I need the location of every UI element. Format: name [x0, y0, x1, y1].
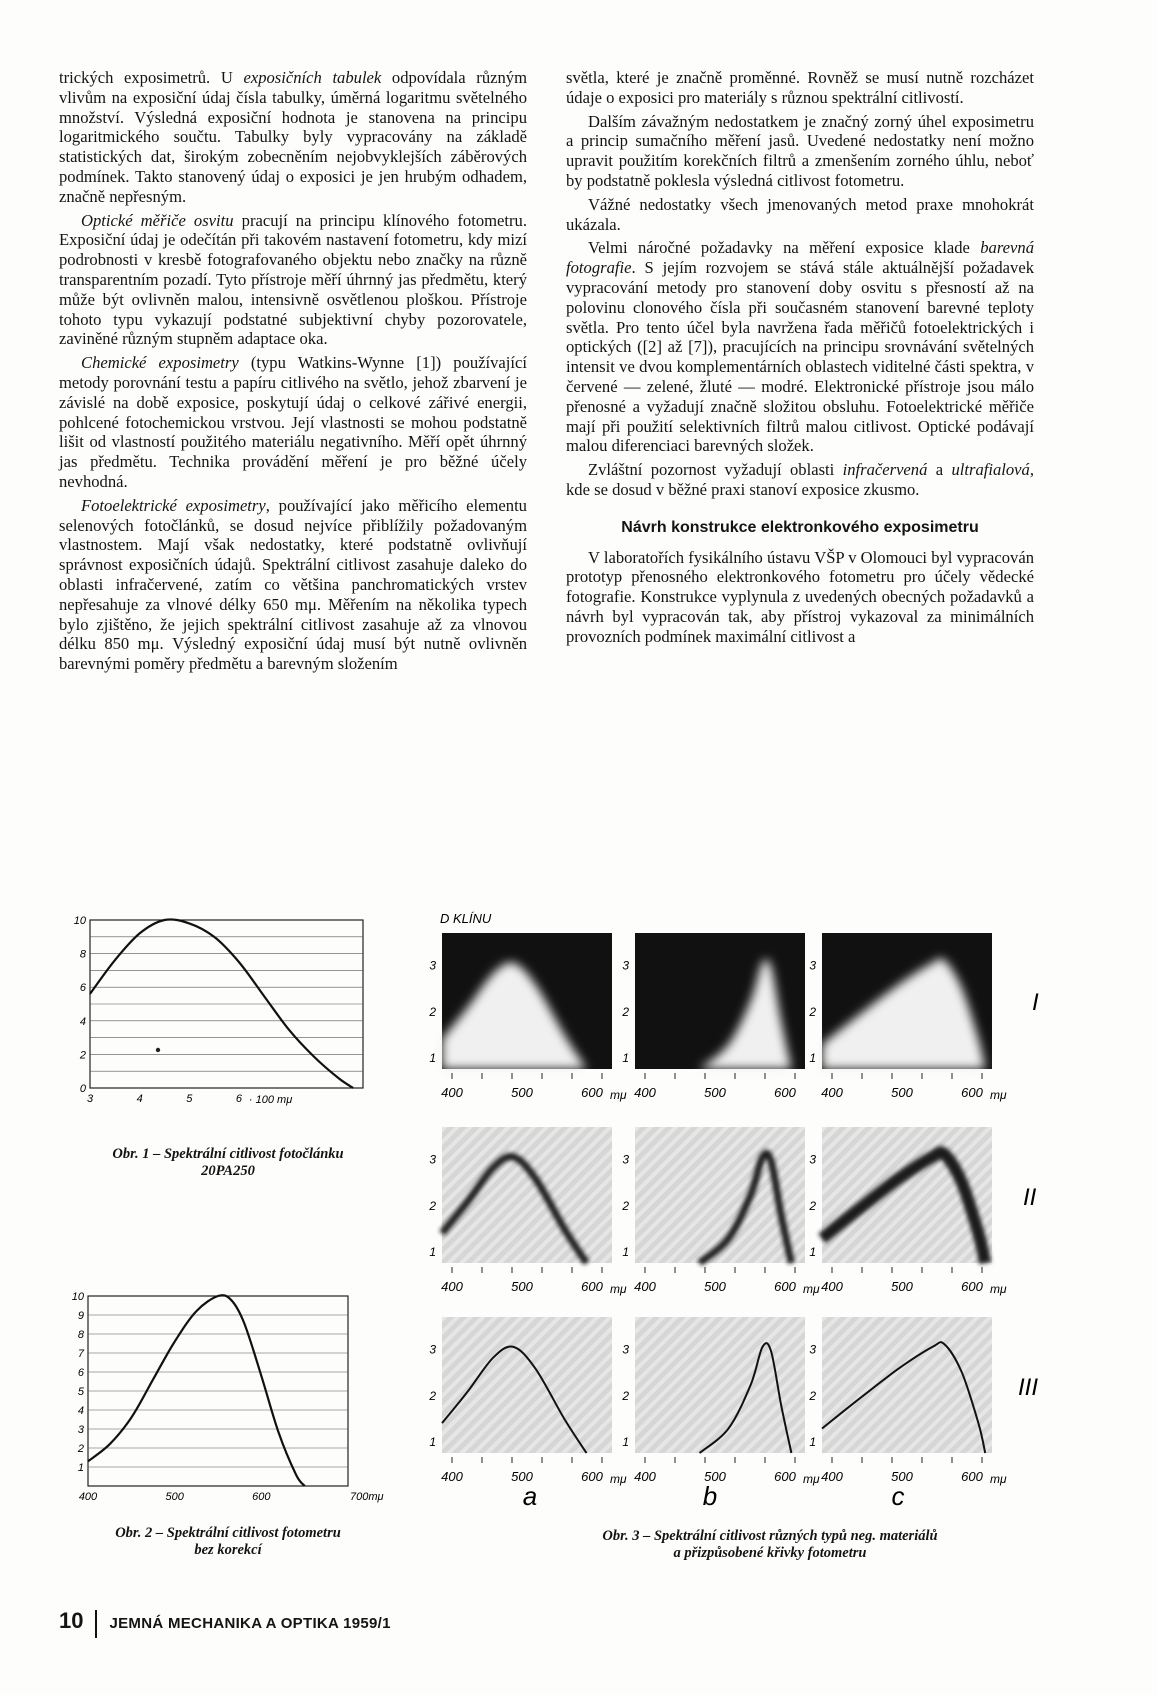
fig3-x-tick-label: 400	[634, 1085, 656, 1100]
fig3-y-tick-label: 1	[809, 1435, 816, 1450]
paragraph: světla, které je značně proměnné. Rovněž se musí nutně rozcházet údaje o exposici pro materiály s různou spektrální citlivostí.	[566, 68, 1034, 107]
fig3-x-unit: mμ	[610, 1472, 627, 1486]
fig3-x-tick-label: 400	[634, 1279, 656, 1294]
fig2-x-tick-label: 400	[78, 1491, 98, 1503]
fig3-y-tick-label: 3	[809, 958, 816, 973]
fig1-x-unit: · 100 mμ	[248, 1094, 293, 1106]
fig3-x-tick-label: 600	[581, 1279, 603, 1294]
paragraph: Fotoelektrické exposimetry, používající jako měřicího elementu selenových fotočlánků, se dosud nejvíce přiblížily požadovaným vlastnostem. Mají však nedostatky, které podstatně ovlivňují správnost exposičních údajů. Spektrální citlivost zasahuje daleko do oblasti infračervené, zatím co většina panchromatických vrstev nepřesahuje za vlnové délky 650 mμ. Měřením na několika typech bylo zjištěno, že jejich spektrální citlivost zasahuje až za vlnovou délku 850 mμ. Výsledný exposiční údaj musí být nutně ovlivněn barevnými poměry předmětu a barevným složením	[59, 495, 527, 674]
fig3-x-tick-label: 500	[891, 1085, 913, 1100]
fig3-y-tick-label: 2	[429, 1388, 436, 1403]
caption-line: bez korekcí	[194, 1542, 262, 1558]
caption-line: Obr. 3 – Spektrální citlivost různých typů neg. materiálů	[602, 1528, 938, 1544]
fig2-y-tick-label: 10	[71, 1291, 84, 1303]
page-number: 10	[59, 1608, 84, 1633]
fig2-y-tick-label: 8	[77, 1329, 84, 1341]
fig3-x-unit: mμ	[610, 1282, 627, 1296]
fig3-y-tick-label: 3	[429, 958, 436, 973]
figure-1-chart	[58, 910, 378, 1110]
fig3-x-tick-label: 500	[704, 1279, 726, 1294]
caption-line: 20PA250	[201, 1163, 255, 1179]
row-label-iii: III	[1018, 1374, 1039, 1401]
fig3-panel	[428, 933, 627, 1102]
paragraph: Optické měřiče osvitu pracují na principu klínového fotometru. Exposiční údaj je odečítán při takovém nastavení fotometru, kdy mizí podrobnosti v kresbě fotografovaného objektu nebo značky na různě transparentním pozadí. Tyto přístroje měří úhrnný jas předmětu, který může být ovlivněn malou, intensivně osvětlenou ploškou. Přístroje tohoto typu vykazují podstatné subjektivní chyby pozorovatele, zaviněné různým stupněm adaptace oka.	[59, 210, 527, 349]
fig3-y-tick-label: 3	[622, 1152, 629, 1167]
figure-3-panels	[420, 905, 1039, 1511]
fig3-axis-title: D KLÍNU	[440, 911, 492, 926]
fig3-y-tick-label: 1	[622, 1051, 629, 1066]
fig2-y-tick-label: 2	[77, 1443, 84, 1455]
fig3-y-tick-label: 2	[622, 1004, 629, 1019]
section-heading: Návrh konstrukce elektronkového exposimetru	[621, 518, 979, 536]
fig3-y-tick-label: 2	[809, 1004, 816, 1019]
fig2-y-tick-label: 9	[77, 1310, 84, 1322]
fig1-x-tick-label: 5	[186, 1093, 193, 1105]
fig1-x-tick-label: 3	[86, 1093, 94, 1105]
fig2-y-tick-label: 5	[77, 1386, 84, 1398]
paragraph: Dalším závažným nedostatkem je značný zorný úhel exposimetru a princip sumačního měření jasů. Uvedené nedostatky není možno upravit použitím korekčních filtrů a zmenšením zorného úhlu, neboť by podstatně poklesla výsledná citlivost fotometru.	[566, 111, 1034, 190]
fig3-y-tick-label: 1	[429, 1435, 436, 1450]
footer-divider	[95, 1610, 97, 1638]
fig3-y-tick-label: 3	[809, 1152, 816, 1167]
fig3-x-unit: mμ	[803, 1282, 820, 1296]
fig3-x-tick-label: 600	[774, 1469, 796, 1484]
fig3-y-tick-label: 1	[809, 1051, 816, 1066]
caption-line: a přizpůsobené křivky fotometru	[673, 1545, 867, 1561]
panel-screen-background	[635, 1317, 805, 1453]
fig1-y-tick-label: 4	[79, 1015, 86, 1028]
fig1-y-tick-label: 2	[79, 1049, 86, 1062]
row-label-ii: II	[1023, 1184, 1037, 1211]
paragraph: Chemické exposimetry (typu Watkins-Wynne [1]) používající metody porovnání testu a papíru citlivého na světlo, jehož zbarvení je závislé na době exposice, poskytují údaj o celkové zářivé energii, pohlcené fotochemickou vrstvou. Její vlastnosti se mohou podstatně lišit od vlastností použitého materiálu negativního. Měří opět úhrnný jas předmětu. Technika provádění měření je pro běžné účely nevhodná.	[59, 353, 527, 491]
fig3-y-tick-label: 2	[809, 1388, 816, 1403]
paragraph: Vážné nedostatky všech jmenovaných metod praxe mnohokrát ukázala.	[566, 194, 1034, 234]
figure-1-caption	[58, 1146, 398, 1180]
fig3-x-tick-label: 500	[891, 1469, 913, 1484]
caption-line: Obr. 1 – Spektrální citlivost fotočlánku	[112, 1146, 344, 1162]
fig3-panel	[621, 1127, 820, 1296]
fig2-y-tick-label: 4	[77, 1405, 84, 1417]
right-text-column	[566, 68, 1034, 647]
fig3-x-tick-label: 500	[704, 1085, 726, 1100]
fig2-y-tick-label: 6	[77, 1367, 84, 1379]
left-text-column	[59, 68, 527, 674]
row-label-i: I	[1032, 989, 1039, 1016]
fig3-y-tick-label: 1	[429, 1245, 436, 1260]
fig3-x-tick-label: 400	[821, 1469, 843, 1484]
fig3-x-tick-label: 400	[441, 1279, 463, 1294]
fig3-x-unit: mμ	[990, 1088, 1007, 1102]
fig1-x-tick-label: 6	[235, 1093, 242, 1105]
fig3-x-tick-label: 600	[961, 1279, 983, 1294]
fig3-x-tick-label: 500	[511, 1085, 533, 1100]
fig3-y-tick-label: 3	[429, 1152, 436, 1167]
fig1-y-tick-label: 6	[79, 982, 86, 995]
fig3-panel	[621, 1317, 820, 1486]
fig3-y-tick-label: 2	[429, 1004, 436, 1019]
fig1-y-tick-label: 0	[79, 1083, 86, 1095]
fig3-y-tick-label: 2	[622, 1388, 629, 1403]
fig3-x-tick-label: 400	[441, 1469, 463, 1484]
fig3-y-tick-label: 3	[809, 1342, 816, 1357]
fig3-x-tick-label: 600	[774, 1279, 796, 1294]
figure-2-caption	[58, 1525, 398, 1559]
fig3-y-tick-label: 1	[809, 1245, 816, 1260]
fig3-x-tick-label: 400	[821, 1279, 843, 1294]
fig1-dot-artifact	[156, 1048, 160, 1052]
fig3-x-tick-label: 500	[704, 1469, 726, 1484]
fig3-x-tick-label: 600	[581, 1469, 603, 1484]
column-letter: a	[522, 1481, 538, 1511]
fig3-x-tick-label: 500	[891, 1279, 913, 1294]
fig3-x-unit: mμ	[990, 1472, 1007, 1486]
paragraph: Zvláštní pozornost vyžadují oblasti infračervená a ultrafialová, kde se dosud v běžné praxi stanoví exposice zkusmo.	[566, 460, 1034, 499]
fig3-x-tick-label: 600	[961, 1085, 983, 1100]
fig2-sensitivity-curve	[88, 1295, 305, 1486]
paragraph: trických exposimetrů. U exposičních tabulek odpovídala různým vlivům na exposiční údaj čísla tabulky, úměrná logaritmu světelného množství. Výsledná exposiční hodnota je stanovena na principu logaritmického součtu. Tabulky byly vypracovány na základě statistických dat, širokým zobecněním nejobvyklejších záběrových podmínek. Takto stanovený údaj o exposici je jen hrubým odhadem, značně nepřesným.	[59, 68, 527, 206]
fig2-y-tick-label: 1	[77, 1462, 84, 1474]
fig3-y-tick-label: 2	[809, 1198, 816, 1213]
fig3-x-tick-label: 400	[634, 1469, 656, 1484]
fig3-panel	[808, 1317, 1007, 1486]
fig3-x-tick-label: 500	[511, 1279, 533, 1294]
fig3-x-tick-label: 600	[774, 1085, 796, 1100]
fig3-x-tick-label: 500	[511, 1469, 533, 1484]
fig3-x-unit: mμ	[610, 1088, 627, 1102]
fig3-y-tick-label: 3	[622, 1342, 629, 1357]
fig1-y-tick-label: 8	[79, 948, 86, 961]
fig3-x-tick-label: 600	[581, 1085, 603, 1100]
fig2-x-tick-label: 600	[252, 1491, 271, 1503]
fig3-panel	[428, 1317, 627, 1486]
fig3-panel	[808, 1127, 1007, 1296]
fig3-panel	[621, 933, 805, 1100]
page-footer	[59, 1608, 391, 1638]
fig3-y-tick-label: 1	[622, 1435, 629, 1450]
fig3-y-tick-label: 2	[429, 1198, 436, 1213]
paragraph: V laboratořích fysikálního ústavu VŠP v Olomouci byl vypracován prototyp přenosného elektronkového fotometru pro účely vědecké fotografie. Konstrukce vyplynula z uvedených obecných požadavků a návrh byl vypracován tak, aby přístroj vykazoval za minimálních provozních podmínek maximální citlivost a	[566, 547, 1034, 646]
caption-line: Obr. 2 – Spektrální citlivost fotometru	[115, 1525, 341, 1541]
figure-3-caption	[490, 1528, 1050, 1562]
paragraph: Velmi náročné požadavky na měření exposice klade barevná fotografie. S jejím rozvojem se stává stále aktuálnější požadavek vypracování metody pro stanovení doby osvitu s přesností až na polovinu clonového čísla při současném stanovení barevné teploty světla. Pro tento účel byla navržena řada měřičů fotoelektrických i optických ([2] až [7]), pracujících na principu srovnávání světelných intensit ve dvou komplementárních oblastech viditelné části spektra, v červené — zelené, žluté — modré. Elektronické přístroje jsou málo přenosné a vyžadují značně složitou obsluhu. Fotoelektrické měřiče mají při použití selektivních filtrů malou citlivost. Optické podávají malou diferenciaci barevných složek.	[566, 238, 1034, 456]
column-letter: c	[891, 1481, 905, 1511]
fig3-x-unit: mμ	[803, 1472, 820, 1486]
fig3-y-tick-label: 1	[429, 1051, 436, 1066]
fig2-x-end-label: 700mμ	[350, 1491, 384, 1503]
fig2-x-tick-label: 500	[165, 1491, 184, 1503]
figure-2-chart	[58, 1288, 388, 1506]
fig3-x-tick-label: 400	[441, 1085, 463, 1100]
fig1-y-tick-label: 10	[73, 915, 86, 927]
fig3-panel	[428, 1127, 627, 1296]
fig3-x-tick-label: 400	[821, 1085, 843, 1100]
fig3-x-unit: mμ	[990, 1282, 1007, 1296]
fig3-y-tick-label: 2	[622, 1198, 629, 1213]
column-letter: b	[702, 1481, 718, 1511]
fig1-x-tick-label: 4	[136, 1093, 143, 1105]
journal-name: JEMNÁ MECHANIKA A OPTIKA 1959/1	[109, 1615, 391, 1632]
fig2-y-tick-label: 7	[77, 1348, 84, 1360]
panel-screen-background	[442, 1127, 612, 1263]
fig3-x-tick-label: 600	[961, 1469, 983, 1484]
fig3-y-tick-label: 3	[622, 958, 629, 973]
fig3-panel	[808, 933, 1007, 1102]
fig2-y-tick-label: 3	[77, 1424, 84, 1436]
fig3-y-tick-label: 1	[622, 1245, 629, 1260]
fig3-y-tick-label: 3	[429, 1342, 436, 1357]
panel-screen-background	[442, 1317, 612, 1453]
